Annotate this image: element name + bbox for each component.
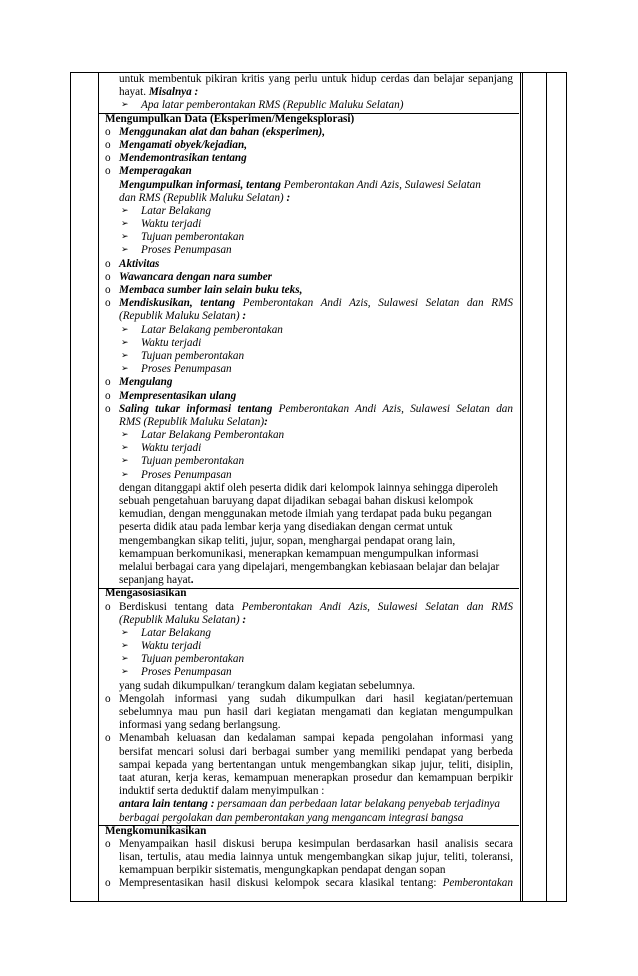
text-span: Pemberontakan — [442, 877, 513, 890]
list-item — [105, 693, 513, 706]
text-span: melalui berbagai cara yang dipelajari, mengembangkan kebiasaan belajar dan belajar — [119, 560, 500, 573]
text-span: mengembangkan sikap teliti, jujur, sopan, menghargai pendapat orang lain, — [119, 534, 456, 547]
list-item — [105, 601, 513, 614]
bullet-marker: o — [105, 837, 111, 850]
sub-list-item — [105, 231, 513, 244]
text-span: Misalnya : — [148, 86, 199, 99]
text-span: Waktu terjadi — [141, 442, 202, 455]
arrow-bullet-icon: ➢ — [121, 324, 129, 335]
bullet-marker: o — [105, 877, 111, 890]
paragraph-line — [105, 864, 513, 877]
paragraph-line — [105, 521, 513, 534]
text-span: (Republik Maluku Selatan) — [119, 310, 243, 323]
text-span: : — [286, 191, 291, 204]
bullet-marker: o — [105, 732, 111, 745]
arrow-bullet-icon: ➢ — [121, 667, 129, 678]
table-column-divider — [98, 73, 99, 901]
text-span: : — [242, 310, 247, 323]
paragraph-line — [105, 574, 513, 587]
arrow-bullet-icon: ➢ — [121, 350, 129, 361]
paragraph-line — [105, 416, 513, 429]
text-span: RMS (Republik Maluku Selatan) — [119, 415, 265, 428]
text-span: Berdiskusi tentang data — [119, 600, 242, 613]
list-item — [105, 376, 513, 389]
sub-list-item — [105, 363, 513, 376]
text-span: antara lain tentang : — [119, 798, 218, 811]
arrow-bullet-icon: ➢ — [121, 219, 129, 230]
text-span: Memperagakan — [119, 165, 192, 178]
arrow-bullet-icon: ➢ — [121, 641, 129, 652]
text-span: Tujuan pemberontakan — [141, 455, 245, 468]
text-span: kemampuan berpikir sistematis, mengungkapkan pendapat dengan sopan — [119, 864, 446, 877]
text-span: Mendiskusikan, tentang — [119, 297, 243, 310]
text-span: Pemberontakan Andi Azis, Sulawesi Selatan — [283, 178, 481, 191]
sub-list-item — [105, 244, 513, 257]
list-item — [105, 877, 513, 890]
text-span: kemudian, dengan menggunakan metode ilmiah yang terdapat pada buku pegangan — [119, 508, 492, 521]
paragraph-line — [105, 508, 513, 521]
section-heading — [105, 825, 513, 838]
paragraph-line — [105, 746, 513, 759]
paragraph-line — [105, 192, 513, 205]
sub-list-item — [105, 218, 513, 231]
text-span: lisan, tertulis, atau media lainnya untuk mengembangkan sikap jujur, teliti, toleransi, — [119, 851, 513, 864]
text-span: informasi yang sedang berlangsung. — [119, 719, 281, 732]
text-span: Apa latar pemberontakan RMS (Republic Maluku Selatan) — [141, 99, 404, 112]
text-span: Latar Belakang pemberontakan — [141, 323, 283, 336]
bullet-marker: o — [105, 389, 111, 402]
list-item — [105, 403, 513, 416]
paragraph-line — [105, 706, 513, 719]
text-span: Waktu terjadi — [141, 640, 202, 653]
text-span: (Republik Maluku Selatan) — [119, 613, 243, 626]
sub-list-item — [105, 337, 513, 350]
text-span: hayat. — [119, 86, 149, 99]
paragraph-line — [105, 179, 513, 192]
list-item — [105, 838, 513, 851]
list-item — [105, 165, 513, 178]
text-span: Proses Penumpasan — [141, 244, 232, 257]
text-span: Mempresentasikan hasil diskusi kelompok secara klasikal tentang: — [119, 877, 443, 890]
arrow-bullet-icon: ➢ — [121, 232, 129, 243]
text-span: Menyampaikan hasil diskusi berupa kesimpulan berdasarkan hasil analisis secara — [119, 837, 513, 850]
text-span: : — [264, 415, 268, 428]
text-span: . — [190, 574, 194, 587]
text-span: Menggunakan alat dan bahan (eksperimen), — [119, 125, 326, 138]
text-span: Mempresentasikan ulang — [119, 389, 237, 402]
list-item — [105, 152, 513, 165]
sub-list-item — [105, 640, 513, 653]
sub-list-item — [105, 99, 513, 112]
text-span: Pemberontakan Andi Azis, Sulawesi Selatan dan — [278, 402, 513, 415]
text-span: Membaca sumber lain selain buku teks, — [119, 284, 303, 296]
table-column-divider — [546, 73, 547, 901]
paragraph-line — [105, 86, 513, 99]
text-span: Wawancara dengan nara sumber — [119, 270, 273, 283]
text-span: Latar Belakang — [141, 626, 211, 639]
lesson-content — [105, 73, 513, 891]
bullet-marker: o — [105, 297, 111, 310]
bullet-marker: o — [105, 270, 111, 283]
text-span: peserta didik atau pada lembar kerja yang disediakan dengan cermat untuk — [119, 521, 453, 534]
text-span: sebelumnya mau pun hasil dari kegiatan mengamati dan kegiatan mengumpulkan — [119, 706, 513, 718]
paragraph-line — [105, 785, 513, 798]
text-span: sebuah pengetahuan baruyang dapat dijadikan sebagai bahan diskusi kelompok — [119, 495, 474, 507]
text-span: : — [242, 613, 247, 626]
text-span: Pemberontakan Andi Azis, Sulawesi Selatan dan RMS — [242, 297, 513, 310]
list-item — [105, 390, 513, 403]
text-span: Mengumpulkan informasi, tentang — [119, 178, 284, 191]
text-span: sepanjang hayat — [119, 574, 191, 587]
list-item — [105, 297, 513, 310]
text-span: bersifat mencari solusi dari berbagai sumber yang memiliki pendapat yang berbeda — [119, 745, 513, 758]
text-span: persamaan dan perbedaan latar belakang penyebab terjadinya — [217, 798, 500, 811]
bullet-marker: o — [105, 376, 111, 389]
bullet-marker: o — [105, 125, 111, 138]
section-heading — [105, 587, 513, 600]
list-item — [105, 258, 513, 271]
paragraph-line — [105, 561, 513, 574]
paragraph-line — [105, 680, 513, 693]
text-span: Latar Belakang Pemberontakan — [141, 429, 285, 442]
sub-list-item — [105, 350, 513, 363]
sub-list-item — [105, 442, 513, 455]
sub-list-item — [105, 429, 513, 442]
text-span: Saling tukar informasi tentang — [119, 402, 279, 415]
text-span: kemampuan berkomunikasi, menerapkan kemampuan mengumpulkan informasi — [119, 547, 479, 560]
sub-list-item — [105, 205, 513, 218]
text-span: dan RMS (Republik Maluku Selatan) — [119, 191, 287, 204]
sub-list-item — [105, 666, 513, 679]
paragraph-line — [105, 535, 513, 548]
arrow-bullet-icon: ➢ — [121, 430, 129, 441]
text-span: Mengulang — [119, 376, 173, 389]
paragraph-line — [105, 73, 513, 86]
paragraph-line — [105, 548, 513, 561]
list-item — [105, 271, 513, 284]
text-span: Proses Penumpasan — [141, 468, 232, 481]
list-item — [105, 139, 513, 152]
arrow-bullet-icon: ➢ — [121, 100, 129, 111]
arrow-bullet-icon: ➢ — [121, 337, 129, 348]
bullet-marker: o — [105, 257, 111, 270]
bullet-marker: o — [105, 600, 111, 613]
text-span: Aktivitas — [119, 257, 160, 270]
text-span: Proses Penumpasan — [141, 666, 232, 679]
paragraph-line — [105, 495, 513, 508]
paragraph-line — [105, 772, 513, 785]
text-span: Tujuan pemberontakan — [141, 653, 245, 666]
list-item — [105, 126, 513, 139]
paragraph-line — [105, 719, 513, 732]
text-span: untuk membentuk pikiran kritis yang perlu untuk hidup cerdas dan belajar sepanjang — [119, 73, 513, 85]
text-span: Latar Belakang — [141, 204, 211, 217]
text-span: Mengasosiasikan — [105, 587, 187, 600]
bullet-marker: o — [105, 165, 111, 178]
bullet-marker: o — [105, 152, 111, 165]
text-span: Mendemontrasikan tentang — [119, 152, 247, 165]
text-span: Menambah keluasan dan kedalaman sampai kepada pengolahan informasi yang — [119, 732, 513, 745]
text-span: Mengamati obyek/kejadian, — [119, 138, 248, 151]
text-span: dengan ditanggapi aktif oleh peserta didik dari kelompok lainnya sehingga diperoleh — [119, 481, 499, 494]
paragraph-line — [105, 759, 513, 772]
paragraph-line — [105, 851, 513, 864]
table-column-divider — [520, 73, 521, 901]
sub-list-item — [105, 324, 513, 337]
bullet-marker: o — [105, 284, 111, 296]
bullet-marker: o — [105, 692, 111, 705]
arrow-bullet-icon: ➢ — [121, 469, 129, 480]
text-span: sampai kepada yang bertentangan untuk mengembangkan sikap jujur, teliti, disiplin, — [119, 758, 513, 771]
text-span: Waktu terjadi — [141, 336, 202, 349]
text-span: Tujuan pemberontakan — [141, 349, 245, 362]
arrow-bullet-icon: ➢ — [121, 245, 129, 256]
sub-list-item — [105, 627, 513, 640]
text-span: yang sudah dikumpulkan/ terangkum dalam kegiatan sebelumnya. — [119, 679, 416, 692]
arrow-bullet-icon: ➢ — [121, 364, 129, 375]
text-span: Mengolah informasi yang sudah dikumpulkan dari hasil kegiatan/pertemuan — [119, 692, 513, 705]
section-heading — [105, 113, 513, 126]
list-item — [105, 284, 513, 297]
arrow-bullet-icon: ➢ — [121, 654, 129, 665]
text-span: Proses Penumpasan — [141, 363, 232, 376]
sub-list-item — [105, 469, 513, 482]
arrow-bullet-icon: ➢ — [121, 456, 129, 467]
text-span: taat aturan, kerja keras, kemampuan menerapkan prosedur dan kemampuan berpikir — [119, 771, 513, 784]
sub-list-item — [105, 455, 513, 468]
text-span: Waktu terjadi — [141, 218, 202, 231]
bullet-marker: o — [105, 402, 111, 415]
paragraph-line — [105, 614, 513, 627]
paragraph-line — [105, 798, 513, 811]
text-span: Tujuan pemberontakan — [141, 231, 245, 244]
paragraph-line — [105, 482, 513, 495]
text-span: berbagai pergolakan dan pemberontakan yang mengancam integrasi bangsa — [119, 811, 464, 824]
text-span: Mengumpulkan Data (Eksperimen/Mengeksplorasi) — [105, 112, 355, 125]
arrow-bullet-icon: ➢ — [121, 443, 129, 454]
bullet-marker: o — [105, 138, 111, 151]
text-span: induktif serta deduktif dalam menyimpulkan : — [119, 785, 325, 798]
arrow-bullet-icon: ➢ — [121, 627, 129, 638]
paragraph-line — [105, 310, 513, 323]
table-column-divider — [522, 73, 523, 901]
text-span: Mengkomunikasikan — [105, 824, 207, 837]
arrow-bullet-icon: ➢ — [121, 205, 129, 216]
text-span: Pemberontakan Andi Azis, Sulawesi Selatan dan RMS — [241, 600, 513, 613]
sub-list-item — [105, 653, 513, 666]
paragraph-line — [105, 812, 513, 825]
list-item — [105, 732, 513, 745]
